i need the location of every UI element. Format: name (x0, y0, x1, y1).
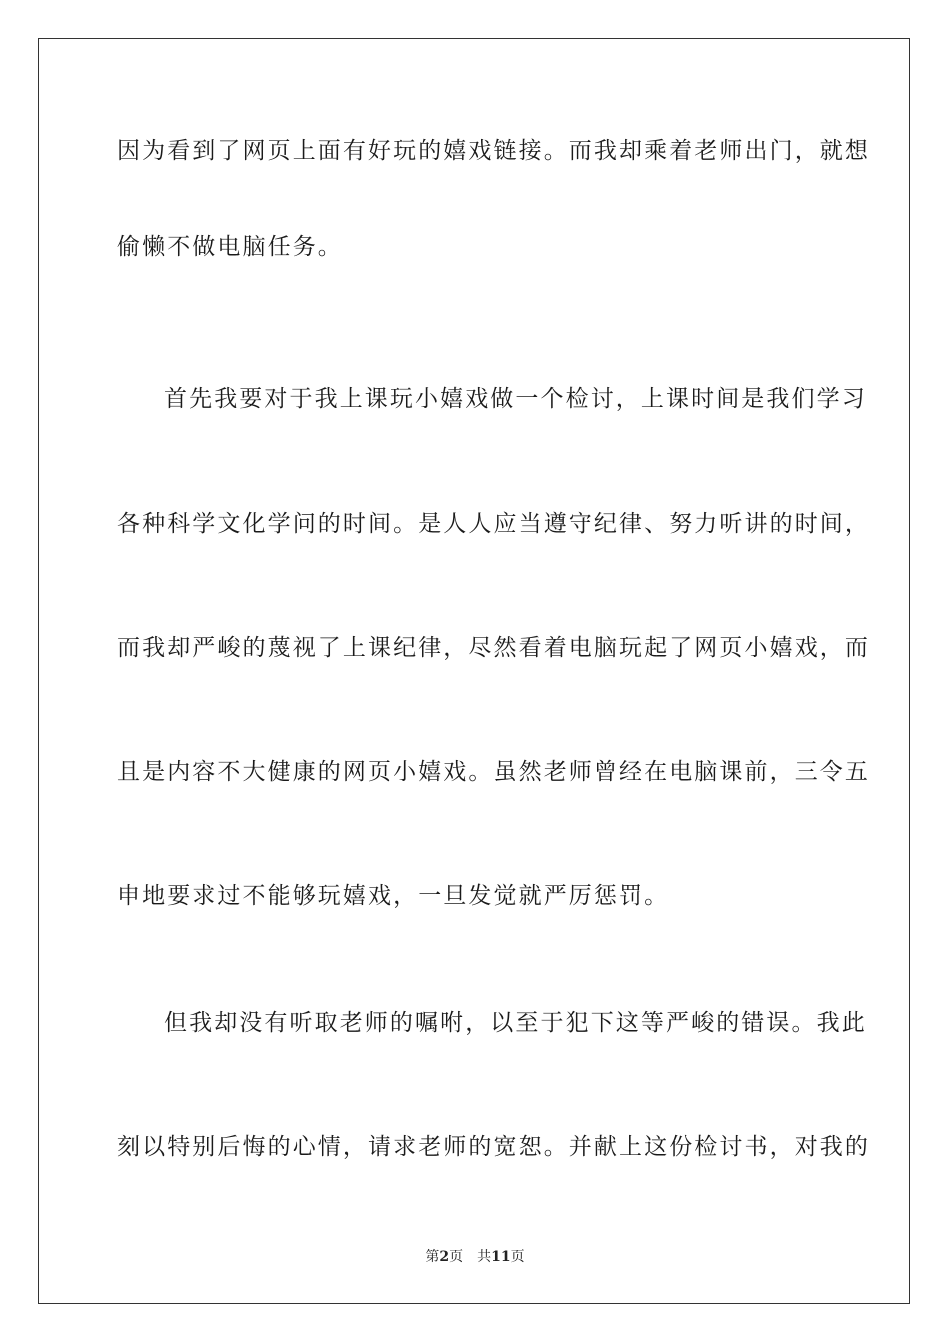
page-footer (0, 1248, 950, 1266)
text-line-9: 刻以特别后悔的心情，请求老师的宽恕。并献上这份检讨书，对我的 (117, 1134, 870, 1160)
text-line-8: 但我却没有听取老师的嘱咐，以至于犯下这等严峻的错误。我此 (164, 1010, 867, 1036)
text-line-2: 偷懒不做电脑任务。 (117, 234, 343, 260)
text-line-4: 各种科学文化学问的时间。是人人应当遵守纪律、努力听讲的时间， (117, 511, 870, 537)
footer-total-suffix: 页 (510, 1249, 525, 1265)
page-border (38, 38, 910, 1304)
footer-page-suffix: 页 (449, 1249, 464, 1265)
footer-total-pages: 11 (491, 1249, 511, 1265)
footer-total-prefix: 共 (477, 1249, 492, 1265)
text-line-5: 而我却严峻的蔑视了上课纪律，尽然看着电脑玩起了网页小嬉戏，而 (117, 635, 870, 661)
text-line-6: 且是内容不大健康的网页小嬉戏。虽然老师曾经在电脑课前，三令五 (117, 759, 870, 785)
text-line-3: 首先我要对于我上课玩小嬉戏做一个检讨，上课时间是我们学习 (164, 386, 867, 412)
text-line-7: 申地要求过不能够玩嬉戏，一旦发觉就严厉惩罚。 (117, 883, 670, 909)
text-line-1: 因为看到了网页上面有好玩的嬉戏链接。而我却乘着老师出门，就想 (117, 138, 870, 164)
footer-page-prefix: 第 (425, 1249, 440, 1265)
footer-page-number: 2 (439, 1249, 450, 1265)
